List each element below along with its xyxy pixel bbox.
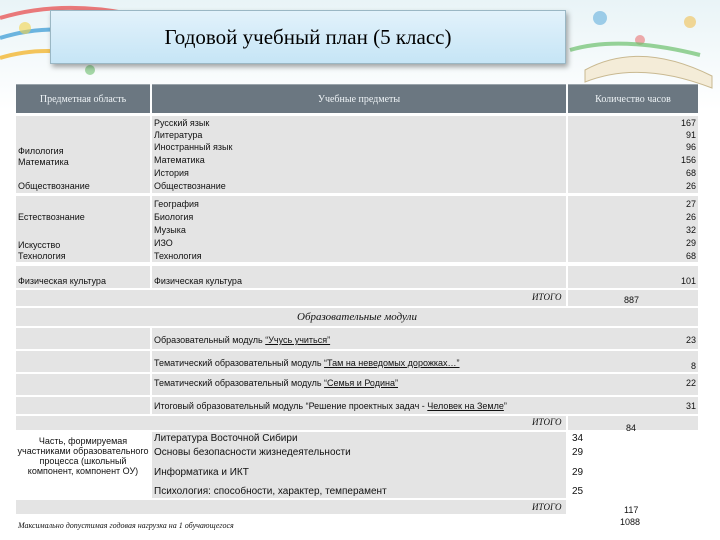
subject-pe: Физическая культура — [154, 276, 242, 286]
variative-subject-1: Литература Восточной Сибири — [154, 433, 298, 444]
subject-geography: География — [154, 199, 199, 209]
subjects-cell-2 — [152, 196, 566, 262]
hours-math: 156 — [680, 155, 696, 165]
page-title: Годовой учебный план (5 класс) — [164, 24, 452, 49]
area-philology: Филология — [18, 146, 64, 156]
area-math: Математика — [18, 157, 69, 167]
module-2 — [154, 358, 460, 369]
hours-geography: 27 — [685, 199, 696, 209]
subject-literature: Литература — [154, 130, 203, 140]
module-3 — [154, 378, 398, 389]
variative-hours-3: 29 — [572, 467, 584, 478]
area-science: Естествознание — [18, 212, 85, 222]
max-load-value: 1088 — [620, 517, 641, 527]
subject-technology: Технология — [154, 251, 202, 261]
module-4 — [154, 401, 507, 412]
module-4-prefix: Итоговый образовательный модуль “Решение проектных задач - — [154, 401, 428, 411]
itogo-value-2: 84 — [626, 423, 637, 433]
module-1-name: “Учусь учиться” — [265, 335, 331, 345]
subject-art: ИЗО — [154, 238, 173, 248]
itogo-cell-2 — [16, 416, 566, 430]
modules-header: Образовательные модули — [16, 308, 698, 326]
hours-art: 29 — [685, 238, 696, 248]
hours-music: 32 — [685, 225, 696, 235]
module-1-hours: 23 — [685, 335, 696, 345]
hours-foreign-language: 96 — [685, 142, 696, 152]
header-hours: Количество часов — [568, 84, 698, 113]
variative-subject-3: Информатика и ИКТ — [154, 467, 249, 478]
variative-subject-2: Основы безопасности жизнедеятельности — [154, 447, 351, 458]
hours-russian: 167 — [680, 118, 696, 128]
area-social: Обществознание — [18, 181, 90, 191]
itogo-label-2: ИТОГО — [532, 417, 562, 427]
hours-history: 68 — [685, 168, 696, 178]
subject-biology: Биология — [154, 212, 194, 222]
module-2-prefix: Тематический образовательный модуль — [154, 358, 325, 368]
hours-pe: 101 — [680, 276, 696, 286]
subject-foreign-language: Иностранный язык — [154, 142, 233, 152]
module-area-cell-4 — [16, 397, 150, 414]
area-pe: Физическая культура — [18, 276, 106, 286]
itogo-label-3: ИТОГО — [532, 502, 562, 512]
max-load-label: Максимально допустимая годовая нагрузка на 1 обучающегося — [18, 521, 234, 530]
subject-math: Математика — [154, 155, 205, 165]
variative-subject-4: Психология: способности, характер, темперамент — [154, 486, 387, 497]
module-2-hours: 8 — [690, 361, 696, 371]
itogo-value-3: 117 — [624, 505, 639, 515]
hours-technology: 68 — [685, 251, 696, 261]
module-4-name: Человек на Земле — [427, 401, 504, 411]
itogo-cell-1 — [16, 290, 566, 306]
header-subjects: Учебные предметы — [152, 84, 566, 113]
itogo-cell-3 — [16, 500, 566, 514]
subject-history: История — [154, 168, 189, 178]
module-3-name: “Семья и Родина” — [324, 378, 398, 388]
variative-label: Часть, формируемая участниками образовательного процесса (школьный компонент, компонент ОУ) — [17, 436, 149, 476]
subject-social: Обществознание — [154, 181, 226, 191]
title-box — [50, 10, 566, 64]
module-1 — [154, 335, 330, 346]
module-area-cell-3 — [16, 374, 150, 395]
subject-russian: Русский язык — [154, 118, 210, 128]
hours-biology: 26 — [685, 212, 696, 222]
module-4-suffix: ” — [503, 401, 507, 411]
itogo-value-1: 887 — [624, 295, 640, 305]
variative-hours-1: 34 — [572, 433, 584, 444]
variative-hours-2: 29 — [572, 447, 584, 458]
module-4-hours: 31 — [685, 401, 696, 411]
header-area: Предметная область — [16, 84, 150, 113]
hours-literature: 91 — [685, 130, 696, 140]
module-area-cell-2 — [16, 351, 150, 372]
itogo-label-1: ИТОГО — [532, 292, 562, 302]
variative-hours-4: 25 — [572, 486, 584, 497]
module-area-cell-1 — [16, 328, 150, 349]
module-3-hours: 22 — [685, 378, 696, 388]
area-art: Искусство — [18, 240, 61, 250]
area-technology: Технология — [18, 251, 66, 261]
hours-social: 26 — [685, 181, 696, 191]
module-2-name: “Там на неведомых дорожках…” — [324, 358, 460, 368]
subject-music: Музыка — [154, 225, 186, 235]
module-1-prefix: Образовательный модуль — [154, 335, 266, 345]
module-3-prefix: Тематический образовательный модуль — [154, 378, 325, 388]
